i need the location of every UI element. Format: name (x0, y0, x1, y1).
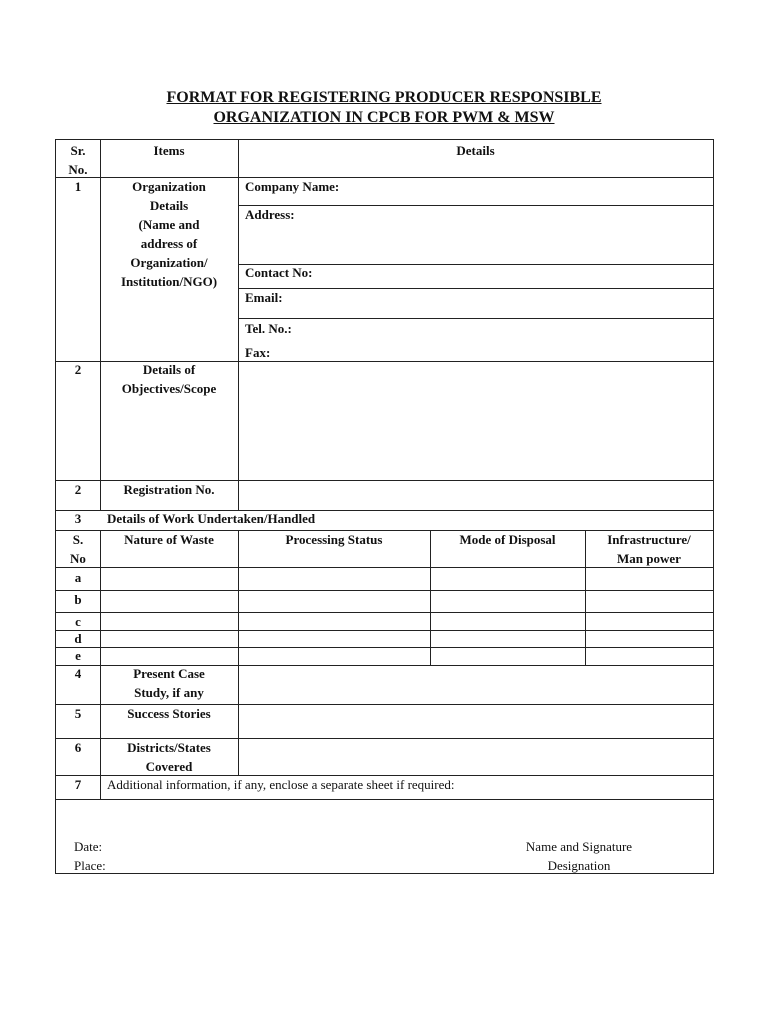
email-field[interactable] (239, 289, 713, 318)
success-stories-field[interactable] (239, 705, 713, 738)
objectives-scope-field[interactable] (239, 362, 713, 480)
row-1-item: Organization Details (Name and address of Organization/ Institution/NGO) (120, 179, 218, 289)
col-mode-of-disposal: Mode of Disposal (459, 532, 556, 547)
sub-row-a: a (74, 570, 82, 585)
additional-info-field[interactable] (101, 776, 713, 799)
registration-no-field[interactable] (239, 481, 713, 510)
row-5-item: Success Stories (127, 706, 211, 721)
designation-label: Designation (547, 858, 611, 873)
name-signature-label: Name and Signature (525, 839, 633, 854)
present-case-study-field[interactable] (239, 666, 713, 704)
col-infrastructure: Infrastructure/ Man power (607, 532, 691, 566)
registration-form-table (55, 139, 714, 874)
col-nature-of-waste: Nature of Waste (124, 532, 214, 547)
additional-info-label: Additional information, if any, enclose a separate sheet if required: (107, 777, 455, 792)
col-sno: S. No (70, 532, 86, 566)
sub-row-d: d (74, 631, 82, 646)
date-label: Date: (74, 839, 103, 854)
col-processing-status: Processing Status (285, 532, 383, 547)
form-title (0, 88, 768, 128)
fax-label: Fax: (245, 345, 271, 360)
address-field[interactable] (239, 206, 713, 264)
row-3-label: Details of Work Undertaken/Handled (107, 511, 316, 526)
form-title-line-2: ORGANIZATION IN CPCB FOR PWM & MSW (213, 109, 555, 126)
row-2-sr: 2 (74, 362, 82, 377)
form-title-line-1: FORMAT FOR REGISTERING PRODUCER RESPONSIBLE (166, 89, 602, 106)
address-label: Address: (245, 207, 295, 222)
place-label: Place: (74, 858, 106, 873)
tel-fax-field[interactable] (239, 319, 713, 361)
row-4-item: Present Case Study, if any (133, 666, 205, 700)
row-3-sr: 3 (74, 511, 82, 526)
row-6-sr: 6 (74, 740, 82, 755)
row-2b-sr: 2 (74, 482, 82, 497)
row-4-sr: 4 (74, 666, 82, 681)
header-sr-no: Sr. No. (68, 143, 88, 177)
tel-no-label: Tel. No.: (245, 321, 292, 336)
row-7-sr: 7 (74, 777, 82, 792)
email-label: Email: (245, 290, 283, 305)
row-1-sr: 1 (74, 179, 82, 194)
districts-states-field[interactable] (239, 739, 713, 775)
row-6-item: Districts/States Covered (127, 740, 211, 774)
sub-row-c: c (75, 614, 81, 629)
header-details: Details (456, 143, 495, 158)
contact-no-label: Contact No: (245, 265, 313, 280)
sub-row-e: e (75, 648, 81, 663)
row-2-item: Details of Objectives/Scope (121, 362, 217, 396)
row-5-sr: 5 (74, 706, 82, 721)
sub-row-b: b (74, 592, 82, 607)
row-2b-item: Registration No. (123, 482, 215, 497)
header-items: Items (153, 143, 185, 158)
company-name-label: Company Name: (245, 179, 340, 194)
